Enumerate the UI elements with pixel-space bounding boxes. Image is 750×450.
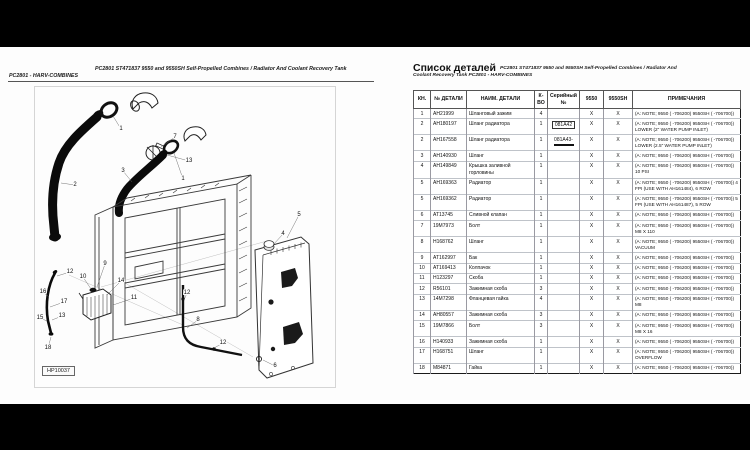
table-row (414, 337, 741, 347)
model-9550-cell: X (580, 221, 604, 237)
parts-diagram-frame (34, 86, 336, 388)
quantity-cell: 1 (535, 253, 548, 263)
serial-number-cell: 081A42 (548, 119, 580, 135)
quantity-cell: 1 (535, 337, 548, 347)
serial-number-cell: 081A43- (548, 135, 580, 151)
table-row (414, 151, 741, 161)
quantity-cell: 1 (535, 161, 548, 178)
table-row (414, 263, 741, 273)
part-number-cell: M84871 (431, 363, 467, 373)
key-number-cell: 2 (414, 135, 431, 151)
model-9550sh-cell: X (604, 221, 633, 237)
quantity-cell: 1 (535, 363, 548, 373)
table-row (414, 321, 741, 337)
column-header: 9550SH (604, 91, 633, 109)
model-9550sh-cell: X (604, 109, 633, 119)
part-number-cell: AH80557 (431, 310, 467, 320)
part-name-cell: Колпачок (467, 263, 535, 273)
part-number-cell: AH140930 (431, 151, 467, 161)
key-number-cell: 18 (414, 363, 431, 373)
callout-number: 1 (181, 176, 185, 182)
key-number-cell: 6 (414, 210, 431, 220)
column-header: Серийный № (548, 91, 580, 109)
part-name-cell: Шланг радиатора (467, 135, 535, 151)
column-header: 9550 (580, 91, 604, 109)
quantity-cell: 4 (535, 109, 548, 119)
serial-number-cell (548, 273, 580, 283)
part-name-cell: Радиатор (467, 194, 535, 210)
model-9550sh-cell: X (604, 321, 633, 337)
key-number-cell: 8 (414, 237, 431, 253)
table-row (414, 161, 741, 178)
model-9550sh-cell: X (604, 135, 633, 151)
remarks-cell: (A: NOTE; 9550 ( -706200) 9550SH ( -706700)) M8 X 110 (633, 221, 741, 237)
model-9550-cell: X (580, 310, 604, 320)
part-name-cell: Зажимная скоба (467, 310, 535, 320)
key-number-cell: 5 (414, 178, 431, 194)
part-number-cell: AH21999 (431, 109, 467, 119)
part-name-cell: Сливной клапан (467, 210, 535, 220)
callout-leader-line (97, 264, 105, 287)
key-number-cell: 5 (414, 194, 431, 210)
table-row (414, 210, 741, 220)
part-name-cell: Фланцевая гайка (467, 294, 535, 310)
figure-id-label: HP10037 (42, 366, 75, 376)
serial-number-cell (548, 310, 580, 320)
serial-number-cell (548, 109, 580, 119)
parts-list-title: Список деталей (413, 62, 496, 74)
quantity-cell: 1 (535, 119, 548, 135)
part-name-cell: Шланг радиатора (467, 119, 535, 135)
header-rule (8, 81, 374, 82)
radiator-core (255, 237, 313, 378)
key-number-cell: 3 (414, 151, 431, 161)
remarks-cell: (A: NOTE; 9550 ( -706200) 9550SH ( -706700)) M8 X 16 (633, 321, 741, 337)
serial-number-cell (548, 263, 580, 273)
callout-number: 4 (281, 231, 285, 237)
serial-number-cell (548, 284, 580, 294)
key-number-cell: 7 (414, 221, 431, 237)
part-name-cell: Крышка заливной горловины (467, 161, 535, 178)
model-9550sh-cell: X (604, 194, 633, 210)
serial-number-cell (548, 151, 580, 161)
model-9550-cell: X (580, 151, 604, 161)
table-row (414, 109, 741, 119)
callout-number: 2 (73, 182, 77, 188)
model-9550-cell: X (580, 178, 604, 194)
model-9550-cell: X (580, 294, 604, 310)
part-number-cell: R56101 (431, 284, 467, 294)
left-page-subtitle: PC2801 - HARV-COMBINES (9, 73, 78, 79)
model-9550-cell: X (580, 321, 604, 337)
part-number-cell: H140933 (431, 337, 467, 347)
remarks-cell: (A: NOTE; 9550 ( -706200) 9550SH ( -706700)) (633, 284, 741, 294)
serial-number-cell (548, 337, 580, 347)
key-number-cell: 2 (414, 119, 431, 135)
model-9550sh-cell: X (604, 237, 633, 253)
table-row (414, 284, 741, 294)
callout-number: 6 (273, 363, 277, 369)
table-row (414, 294, 741, 310)
part-number-cell: 14M7298 (431, 294, 467, 310)
key-number-cell: 1 (414, 109, 431, 119)
remarks-cell: (A: NOTE; 9550 ( -706200) 9550SH ( -706700)) (633, 337, 741, 347)
serial-number-cell (548, 321, 580, 337)
column-header: К-ВО (535, 91, 548, 109)
table-row (414, 135, 741, 151)
vacuum-hose (181, 285, 242, 355)
callout-number: 13 (58, 313, 66, 319)
serial-number-cell (548, 253, 580, 263)
quantity-cell: 1 (535, 194, 548, 210)
serial-number-cell (548, 210, 580, 220)
part-name-cell: Шланг (467, 151, 535, 161)
callout-number: 10 (79, 274, 87, 280)
parts-list-subtitle-line2: Coolant Recovery Tank PC2801 - HARV-COMBINES (413, 73, 533, 78)
quantity-cell: 1 (535, 221, 548, 237)
model-9550-cell: X (580, 284, 604, 294)
table-row (414, 221, 741, 237)
quantity-cell: 1 (535, 347, 548, 363)
part-number-cell: AT162997 (431, 253, 467, 263)
table-row (414, 347, 741, 363)
inlet-fitting (184, 127, 206, 141)
table-row (414, 194, 741, 210)
remarks-cell: (A: NOTE; 9550 ( -706200) 9550SH ( -706700)) (633, 210, 741, 220)
remarks-cell: (A: NOTE; 9550 ( -706200) 9550SH ( -706700)) (633, 151, 741, 161)
part-number-cell: H123297 (431, 273, 467, 283)
part-number-cell: AH180197 (431, 119, 467, 135)
model-9550-cell: X (580, 210, 604, 220)
callout-number: 9 (103, 261, 107, 267)
serial-number-cell (548, 237, 580, 253)
part-number-cell: H168762 (431, 237, 467, 253)
part-name-cell: Бак (467, 253, 535, 263)
key-number-cell: 9 (414, 253, 431, 263)
upper-hose (49, 108, 106, 242)
table-header-row (414, 91, 741, 109)
column-header: КН. (414, 91, 431, 109)
parts-list-subtitle-line1: PC2801 ST471837 9550 and 9550SH Self-Propelled Combines / Radiator And (500, 66, 677, 71)
model-9550sh-cell: X (604, 178, 633, 194)
recovery-tank (79, 288, 111, 320)
serial-number-cell (548, 294, 580, 310)
callout-number: 3 (121, 168, 125, 174)
quantity-cell: 1 (535, 237, 548, 253)
callout-number: 12 (183, 290, 191, 296)
callout-number: 5 (297, 212, 301, 218)
remarks-cell: (A: NOTE; 9550 ( -706200) 9550SH ( -706700)) (633, 263, 741, 273)
part-name-cell: Зажимная скоба (467, 284, 535, 294)
key-number-cell: 14 (414, 310, 431, 320)
model-9550-cell: X (580, 363, 604, 373)
model-9550sh-cell: X (604, 337, 633, 347)
key-number-cell: 13 (414, 294, 431, 310)
column-header: НАИМ. ДЕТАЛИ (467, 91, 535, 109)
parts-diagram (35, 87, 333, 385)
table-row (414, 253, 741, 263)
serial-number-cell (548, 161, 580, 178)
model-9550-cell: X (580, 109, 604, 119)
remarks-cell: (A: NOTE; 9550 ( -706200) 9550SH ( -706700)) M8 (633, 294, 741, 310)
quantity-cell: 1 (535, 178, 548, 194)
callout-number: 17 (60, 299, 68, 305)
lower-hose (119, 148, 169, 213)
model-9550-cell: X (580, 237, 604, 253)
model-9550-cell: X (580, 347, 604, 363)
part-name-cell: Болт (467, 221, 535, 237)
table-row (414, 310, 741, 320)
remarks-cell: (A: NOTE; 9550 ( -706200) 9550SH ( -706700)) LOWER (2.5" WATER PUMP INLET) (633, 135, 741, 151)
quantity-cell: 1 (535, 135, 548, 151)
key-number-cell: 12 (414, 284, 431, 294)
remarks-cell: (A: NOTE; 9550 ( -706200) 9550SH ( -706700)) LOWER (2" WATER PUMP INLET) (633, 119, 741, 135)
key-number-cell: 15 (414, 321, 431, 337)
callout-number: 14 (117, 278, 125, 284)
model-9550sh-cell: X (604, 253, 633, 263)
quantity-cell: 4 (535, 294, 548, 310)
model-9550-cell: X (580, 337, 604, 347)
serial-number-cell (548, 221, 580, 237)
quantity-cell: 1 (535, 273, 548, 283)
model-9550-cell: X (580, 135, 604, 151)
model-9550sh-cell: X (604, 151, 633, 161)
model-9550-cell: X (580, 161, 604, 178)
key-number-cell: 16 (414, 337, 431, 347)
callout-leader-line (287, 215, 299, 238)
key-number-cell: 11 (414, 273, 431, 283)
model-9550-cell: X (580, 253, 604, 263)
part-number-cell: AT13745 (431, 210, 467, 220)
key-number-cell: 17 (414, 347, 431, 363)
part-name-cell: Шланговый зажим (467, 109, 535, 119)
part-number-cell: AH149849 (431, 161, 467, 178)
callout-number: 11 (130, 295, 138, 301)
remarks-cell: (A: NOTE; 9550 ( -706200) 9550SH ( -706700)) (633, 363, 741, 373)
model-9550sh-cell: X (604, 310, 633, 320)
remarks-cell: (A: NOTE; 9550 ( -706200) 9550SH ( -706700)) 5 FPI (USE WITH AH161487), 5 ROW (633, 194, 741, 210)
callout-number: 8 (196, 317, 200, 323)
column-header: № ДЕТАЛИ (431, 91, 467, 109)
callout-number: 7 (173, 134, 177, 140)
remarks-cell: (A: NOTE; 9550 ( -706200) 9550SH ( -706700)) (633, 253, 741, 263)
model-9550-cell: X (580, 194, 604, 210)
callout-number: 12 (219, 340, 227, 346)
overflow-hose (47, 269, 58, 335)
quantity-cell: 1 (535, 151, 548, 161)
part-number-cell: AH169363 (431, 178, 467, 194)
callout-number: 16 (39, 289, 47, 295)
model-9550sh-cell: X (604, 263, 633, 273)
quantity-cell: 3 (535, 284, 548, 294)
model-9550-cell: X (580, 119, 604, 135)
part-number-cell: AH169362 (431, 194, 467, 210)
part-name-cell: Гайка (467, 363, 535, 373)
key-number-cell: 10 (414, 263, 431, 273)
table-row (414, 237, 741, 253)
model-9550sh-cell: X (604, 284, 633, 294)
column-header: ПРИМЕЧАНИЯ (633, 91, 741, 109)
part-number-cell: 19M7973 (431, 221, 467, 237)
model-9550-cell: X (580, 273, 604, 283)
serial-number-cell (548, 194, 580, 210)
model-9550sh-cell: X (604, 294, 633, 310)
inlet-fitting (129, 93, 158, 113)
quantity-cell: 1 (535, 210, 548, 220)
remarks-cell: (A: NOTE; 9550 ( -706200) 9550SH ( -706700)) VACUUM (633, 237, 741, 253)
model-9550sh-cell: X (604, 273, 633, 283)
key-number-cell: 4 (414, 161, 431, 178)
quantity-cell: 3 (535, 321, 548, 337)
part-name-cell: Зажимная скоба (467, 337, 535, 347)
part-number-cell: AT169413 (431, 263, 467, 273)
part-name-cell: Радиатор (467, 178, 535, 194)
part-name-cell: Шланг (467, 347, 535, 363)
model-9550-cell: X (580, 263, 604, 273)
model-9550sh-cell: X (604, 119, 633, 135)
remarks-cell: (A: NOTE; 9550 ( -706200) 9550SH ( -706700)) (633, 310, 741, 320)
callout-number: 15 (36, 315, 44, 321)
parts-table-container (413, 90, 742, 374)
table-row (414, 119, 741, 135)
serial-number-cell (548, 363, 580, 373)
serial-number-cell (548, 178, 580, 194)
callout-number: 1 (119, 126, 123, 132)
remarks-cell: (A: NOTE; 9550 ( -706200) 9550SH ( -706700)) (633, 109, 741, 119)
callout-number: 12 (66, 269, 74, 275)
remarks-cell: (A: NOTE; 9550 ( -706200) 9550SH ( -706700)) 4 FPI (USE WITH AH161484), 6 ROW (633, 178, 741, 194)
table-row (414, 363, 741, 373)
part-number-cell: H168751 (431, 347, 467, 363)
table-row (414, 178, 741, 194)
parts-table (413, 90, 741, 374)
left-page-title: PC2801 ST471837 9550 and 9550SH Self-Propelled Combines / Radiator And Coolant Recovery Tank (95, 66, 347, 72)
quantity-cell: 3 (535, 310, 548, 320)
callout-number: 18 (44, 345, 52, 351)
model-9550sh-cell: X (604, 210, 633, 220)
part-name-cell: Шланг (467, 237, 535, 253)
table-row (414, 273, 741, 283)
remarks-cell: (A: NOTE; 9550 ( -706200) 9550SH ( -706700)) (633, 273, 741, 283)
model-9550sh-cell: X (604, 363, 633, 373)
part-number-cell: AH167558 (431, 135, 467, 151)
model-9550sh-cell: X (604, 347, 633, 363)
callout-number: 13 (185, 158, 193, 164)
part-number-cell: 19M7866 (431, 321, 467, 337)
quantity-cell: 1 (535, 263, 548, 273)
part-name-cell: Болт (467, 321, 535, 337)
model-9550sh-cell: X (604, 161, 633, 178)
part-name-cell: Скоба (467, 273, 535, 283)
serial-number-cell (548, 347, 580, 363)
remarks-cell: (A: NOTE; 9550 ( -706200) 9550SH ( -706700)) 10 PSI (633, 161, 741, 178)
remarks-cell: (A: NOTE; 9550 ( -706200) 9550SH ( -706700)) OVERFLOW (633, 347, 741, 363)
